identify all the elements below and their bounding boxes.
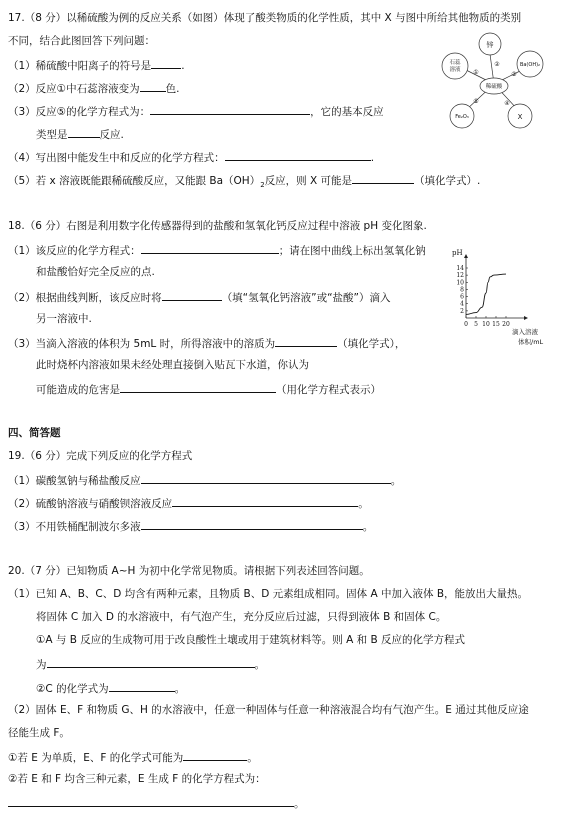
q17-part4-text: （4）写出图中能发生中和反应的化学方程式： — [8, 152, 225, 164]
q17-part5-text: （5）若 x 溶液既能跟稀硫酸反应，又能跟 Ba（OH） — [8, 175, 261, 187]
q17-part3-text: （3）反应⑤的化学方程式为： — [8, 106, 151, 118]
q17-part2 — [8, 80, 179, 96]
q19-part3-end: 。 — [362, 521, 374, 533]
litmus-label-bottom: 溶液 — [449, 67, 461, 73]
q19-part3-text: （3）不用铁桶配制波尔多液 — [8, 521, 141, 533]
ph-chart-y-tick-label: 12 — [456, 272, 464, 280]
q19-part2-text: （2）硫酸钠溶液与硝酸钡溶液反应 — [8, 498, 173, 510]
q20-part1-line5 — [36, 680, 185, 696]
q18-part3-text: （3）当滴入溶液的体积为 5mL 时，所得溶液中的溶质为 — [8, 338, 276, 350]
q20-part1-eq-blank[interactable] — [47, 656, 255, 668]
ph-chart-x-arrow — [524, 316, 528, 320]
q17-part2-text: （2）反应①中石蕊溶液变为 — [8, 83, 140, 95]
q17-intro-line1: 17.（8 分）以稀硫酸为例的反应关系（如图）体现了酸类物质的化学性质，其中 X 与图中所给其他物质的类别 — [8, 12, 522, 24]
center-label: 稀硫酸 — [485, 84, 503, 90]
q18-intro: 18.（6 分）右图是利用数字化传感器得到的盐酸和氢氧化钙反应过程中溶液 pH 变化图象. — [8, 220, 427, 232]
q19-part1-end: 。 — [390, 475, 402, 487]
q18-part1-line2: 和盐酸恰好完全反应的点. — [36, 266, 155, 278]
x-label: X — [517, 113, 523, 121]
q18-part1-blank[interactable] — [141, 242, 279, 254]
q17-part5 — [8, 172, 480, 192]
q17-part3-text2: ，它的基本反应 — [310, 106, 384, 118]
q17-part3-type-blank[interactable] — [68, 126, 100, 138]
q20-part1-eq-label: 为 — [36, 659, 47, 671]
q18-part3-hazard-end: （用化学方程式表示） — [276, 384, 381, 396]
ph-chart-y-tick-label: 8 — [460, 286, 464, 294]
litmus-label-top: 石蕊 — [449, 60, 461, 66]
q20-part1-line4 — [36, 656, 265, 672]
q19-part3-blank[interactable] — [141, 518, 363, 530]
ph-chart-xlabel-line1: 滴入溶液 — [512, 328, 538, 336]
q20-part2-line1: （2）固体 E、F 和物质 G、H 的水溶液中，任意一种固体与任意一种溶液混合均有气泡产生。E 通过其他反应途 — [8, 704, 529, 716]
q18-part3-hazard-label: 可能造成的危害是 — [36, 384, 120, 396]
q18-part2-text2: （填“氢氧化钙溶液”或“盐酸”）滴入 — [221, 292, 391, 304]
fe2o3-label: Fe₂O₃ — [455, 114, 469, 120]
section-4-title: 四、简答题 — [8, 427, 61, 439]
q17-part4-end: . — [370, 152, 375, 164]
q17-part1-text: （1）稀硫酸中阳离子的符号是 — [8, 60, 152, 72]
ph-chart-ylabel: pH — [452, 249, 463, 257]
ph-chart-x-tick-label: 20 — [502, 321, 510, 328]
q18-part2-blank[interactable] — [162, 289, 222, 301]
q17-part5-text2: 反应，则 X 可能是 — [264, 175, 353, 187]
reaction-5-label: ⑤ — [473, 98, 479, 105]
q19-part3 — [8, 518, 373, 534]
ph-chart-x-tick-label: 0 — [464, 321, 468, 328]
ph-chart-x-tick-label: 5 — [474, 321, 478, 328]
q18-part3 — [8, 335, 405, 351]
ph-chart-y-tick-label: 6 — [460, 293, 464, 301]
q18-part3-text2: （填化学式）， — [337, 338, 406, 350]
q18-part1 — [8, 242, 426, 258]
q20-part2-line4: ②若 E 和 F 均含三种元素，E 生成 F 的化学方程式为： — [8, 773, 266, 785]
q20-part1-c-blank[interactable] — [109, 680, 175, 692]
q20-part2-eq-blank[interactable] — [8, 795, 294, 807]
q19-part2-end: 。 — [358, 498, 369, 510]
q17-part3-line2 — [36, 126, 124, 142]
reaction-3-label: ③ — [511, 71, 517, 78]
ph-chart-xlabel-line2: 体积/mL — [518, 338, 544, 346]
q18-part1-text2: ；请在图中曲线上标出氢氧化钠 — [278, 245, 426, 257]
q17-part5-subscript: 2 — [260, 181, 265, 190]
q19-intro: 19.（6 分）完成下列反应的化学方程式 — [8, 450, 193, 462]
ph-chart-y-tick-label: 4 — [460, 300, 464, 308]
q17-part5-blank[interactable] — [352, 172, 414, 184]
q20-part2-ef-label: ①若 E 为单质，E、F 的化学式可能为 — [8, 752, 184, 764]
q17-part2-blank[interactable] — [140, 80, 166, 92]
q20-part1-c-end: 。 — [174, 683, 186, 695]
q18-part1-text: （1）该反应的化学方程式： — [8, 245, 141, 257]
q19-part1-blank[interactable] — [141, 472, 391, 484]
q20-part2-eq-end: 。 — [294, 798, 305, 810]
q19-part2-blank[interactable] — [172, 495, 358, 507]
q17-part4-blank[interactable] — [225, 149, 371, 161]
ph-chart — [446, 244, 558, 348]
q18-part2 — [8, 289, 390, 305]
q20-part1-line3: ①A 与 B 反应的生成物可用于改良酸性土壤或用于建筑材料等。则 A 和 B 反应的化学方程式 — [36, 634, 466, 646]
q20-part1-line1: （1）已知 A、B、C、D 均含有两种元素，且物质 B、D 元素组成相同。固体 A 中加入液体 B，能放出大量热。 — [8, 588, 529, 600]
ph-chart-x-tick-label: 15 — [492, 321, 500, 328]
q17-part1 — [8, 57, 185, 73]
ph-chart-y-tick-label: 14 — [456, 265, 464, 272]
q17-part2-end: 色. — [165, 83, 180, 95]
q20-part2-ef-blank[interactable] — [183, 749, 247, 761]
q20-part1-eq-end: 。 — [254, 659, 265, 671]
q20-part2-line5 — [8, 795, 305, 811]
litmus-node — [442, 53, 468, 79]
q18-part3-blank[interactable] — [275, 335, 337, 347]
q20-intro: 20.（7 分）已知物质 A~H 为初中化学常见物质。请根据下列表述回答问题。 — [8, 565, 370, 577]
ph-chart-y-arrow — [464, 254, 468, 258]
ph-chart-curve — [466, 274, 506, 314]
q17-part3 — [8, 103, 384, 119]
q17-part3-blank[interactable] — [150, 103, 310, 115]
q18-part2-line2: 另一溶液中. — [36, 313, 92, 325]
reaction-1-label: ① — [473, 69, 479, 76]
ph-chart-y-tick-label: 10 — [456, 279, 464, 287]
ph-chart-y-tick-label: 2 — [460, 307, 464, 315]
zinc-label: 锌 — [486, 41, 494, 49]
q20-part2-line2: 径能生成 F。 — [8, 727, 70, 739]
q17-part3-type-end: 反应. — [99, 129, 124, 141]
ph-chart-x-tick-label: 10 — [482, 321, 490, 328]
q18-part3-line2: 此时烧杯内溶液如果未经处理直接倒入贴瓦下水道，你认为 — [36, 359, 309, 371]
q19-part1 — [8, 472, 401, 488]
q17-part5-end: （填化学式）. — [414, 175, 481, 187]
q17-part4 — [8, 149, 374, 165]
q19-part2 — [8, 495, 369, 511]
q20-part2-ef-end: 。 — [247, 752, 258, 764]
reaction-4-label: ④ — [504, 100, 510, 107]
baoh2-label: Ba(OH)₂ — [519, 62, 541, 68]
q17-part3-type-label: 类型是 — [36, 129, 68, 141]
q20-part1-c-label: ②C 的化学式为 — [36, 683, 109, 695]
q18-part3-line3 — [36, 381, 381, 397]
q17-intro-line2: 不同，结合此图回答下列问题： — [8, 35, 155, 47]
q19-part1-text: （1）碳酸氢钠与稀盐酸反应 — [8, 475, 141, 487]
acid-reaction-diagram — [438, 30, 556, 134]
q18-part2-text: （2）根据曲线判断，该反应时将 — [8, 292, 162, 304]
q20-part2-line3 — [8, 749, 258, 765]
q18-part3-hazard-blank[interactable] — [120, 381, 276, 393]
q17-part1-blank[interactable] — [151, 57, 181, 69]
reaction-2-label: ② — [494, 61, 500, 68]
q17-part1-end: . — [181, 60, 185, 72]
q20-part1-line2: 将固体 C 加入 D 的水溶液中，有气泡产生，充分反应后过滤，只得到液体 B 和固体 C。 — [36, 611, 447, 623]
